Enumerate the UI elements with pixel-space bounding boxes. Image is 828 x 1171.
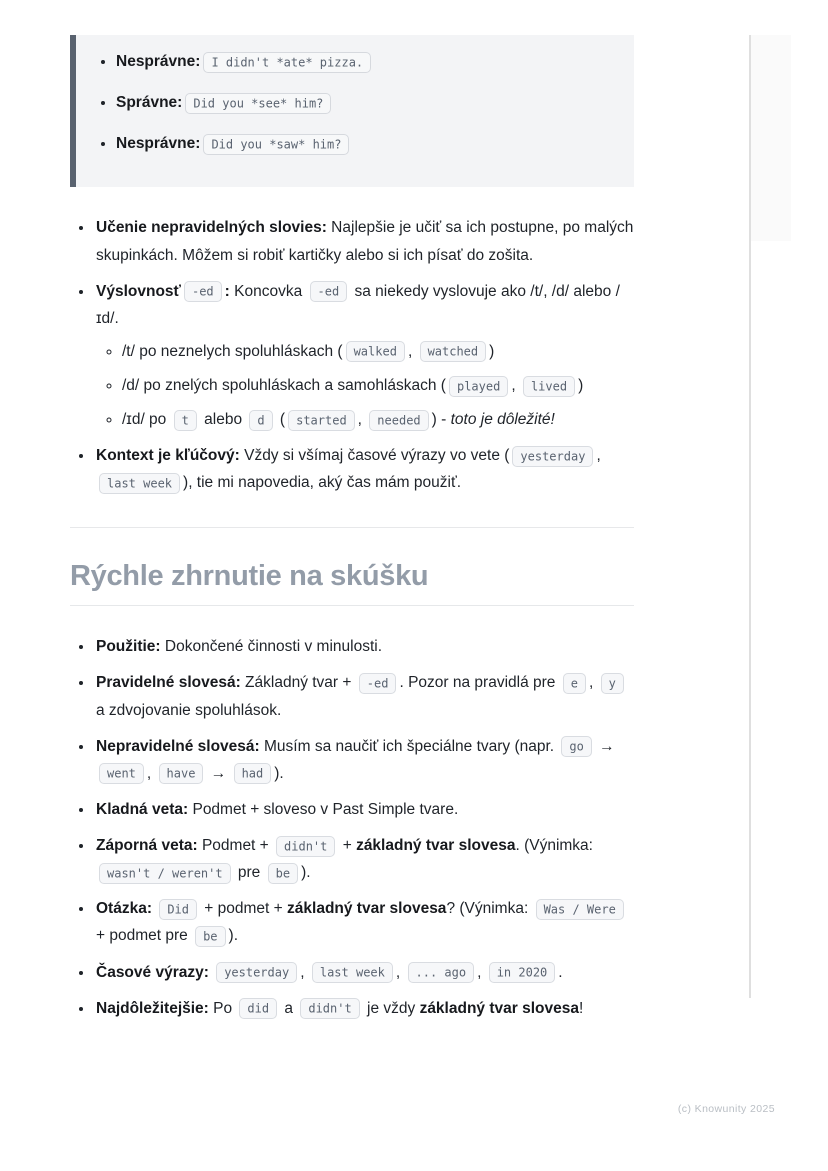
inline-code-chip: -ed — [184, 281, 222, 302]
text-run: → — [206, 764, 231, 782]
inline-code-chip: lived — [523, 376, 575, 397]
inline-code-chip: yesterday — [512, 446, 593, 467]
text-run: /t/ po neznelych spoluhláskach ( — [122, 342, 343, 360]
list-item — [94, 442, 634, 496]
bold-text: : — [224, 282, 230, 300]
text-run: , — [146, 764, 156, 782]
bold-text: základný tvar slovesa — [287, 900, 447, 918]
inline-code-chip: y — [601, 673, 624, 694]
text-run: Najlepšie je učiť sa ich postupne, po malých skupinkách. Môžem si robiť kartičky alebo si ich písať do zošita. — [96, 219, 634, 264]
text-run: , — [588, 674, 598, 692]
inline-code-chip: wasn't / weren't — [99, 863, 231, 884]
text-run: + — [338, 837, 357, 855]
text-run: Musím sa naučiť ich špeciálne tvary (napr. — [259, 737, 559, 755]
text-run: Dokončené činnosti v minulosti. — [160, 638, 383, 656]
text-run: ), tie mi napovedia, aký čas mám použiť. — [183, 474, 462, 492]
sublist-item — [122, 372, 634, 399]
next-page-preview — [751, 35, 791, 241]
inline-code-chip: didn't — [300, 998, 359, 1019]
inline-code-chip: started — [288, 410, 355, 431]
bold-text: Správne: — [116, 94, 183, 112]
list-item — [94, 733, 634, 787]
inline-code-chip: didn't — [276, 836, 335, 857]
text-run: je vždy — [362, 999, 420, 1017]
section-divider — [70, 527, 634, 528]
callout-list — [90, 48, 616, 157]
inline-code-chip: d — [249, 410, 272, 431]
text-run: Podmet + sloveso v Past Simple tvare. — [188, 800, 459, 818]
inline-code-chip: have — [159, 763, 204, 784]
bold-text: Kontext je kľúčový: — [96, 447, 240, 465]
text-run: , — [511, 377, 520, 394]
bold-text: základný tvar slovesa — [419, 999, 579, 1017]
text-run: , — [407, 342, 417, 360]
text-run — [152, 900, 156, 917]
bold-text: Najdôležitejšie: — [96, 999, 209, 1017]
list-item — [94, 995, 634, 1022]
inline-code-chip: yesterday — [216, 962, 297, 983]
list-item — [94, 796, 634, 823]
bold-text: Kladná veta: — [96, 800, 189, 818]
list-item — [94, 669, 634, 723]
text-run: , — [300, 963, 309, 981]
sublist — [96, 338, 634, 433]
list-item — [94, 278, 634, 434]
text-run: Základný tvar + — [240, 674, 356, 692]
list-item — [116, 130, 616, 157]
bold-text: základný tvar slovesa — [356, 837, 516, 855]
inline-code-chip: be — [268, 863, 298, 884]
summary-list — [70, 633, 634, 1022]
text-run: + podmet pre — [96, 927, 193, 945]
page-edge-divider — [749, 35, 751, 998]
text-run: ). — [228, 927, 238, 945]
text-run: , — [357, 411, 367, 429]
text-run: , — [477, 963, 486, 981]
text-run: pre — [233, 864, 265, 882]
inline-code-chip: last week — [312, 962, 393, 983]
notes-list — [70, 214, 634, 496]
text-run: . (Výnimka: — [515, 837, 593, 855]
list-item — [116, 48, 616, 75]
italic-text: toto je dôležité! — [450, 411, 555, 429]
text-run: → — [594, 737, 615, 755]
copyright-notice: (c) Knowunity 2025 — [677, 1103, 775, 1115]
text-run: ) - — [431, 411, 451, 429]
text-run: a — [280, 999, 298, 1017]
inline-code-chip: be — [195, 926, 225, 947]
list-item — [94, 633, 634, 660]
bold-text: Nepravidelné slovesá: — [96, 737, 260, 755]
bold-text: Použitie: — [96, 638, 161, 656]
text-run: /ɪd/ po — [122, 411, 171, 429]
text-run: . Pozor na pravidlá pre — [399, 674, 560, 692]
inline-code-chip: last week — [99, 473, 180, 494]
text-run: ( — [275, 411, 286, 429]
inline-code-chip: e — [563, 673, 586, 694]
list-item — [94, 959, 634, 986]
text-run — [209, 964, 213, 981]
inline-code-chip: -ed — [359, 673, 397, 694]
bold-text: Záporná veta: — [96, 837, 198, 855]
bold-text: Výslovnosť — [96, 282, 181, 300]
text-run: Vždy si všímaj časové výrazy vo vete ( — [239, 447, 510, 465]
inline-code-chip: Did — [159, 899, 197, 920]
inline-code-chip: watched — [420, 341, 487, 362]
text-run: Koncovka — [229, 282, 307, 300]
list-item — [94, 832, 634, 886]
document-content — [70, 0, 634, 1031]
text-run: ). — [301, 864, 311, 882]
text-run: ) — [489, 342, 495, 360]
bold-text: Učenie nepravidelných slovies: — [96, 219, 327, 237]
inline-code-chip: needed — [369, 410, 428, 431]
list-item — [94, 895, 634, 949]
text-run: , — [596, 447, 601, 465]
inline-code-chip: I didn't *ate* pizza. — [203, 52, 371, 73]
text-run: ). — [274, 764, 284, 782]
text-run: , — [395, 963, 405, 981]
bold-text: Otázka: — [96, 900, 152, 918]
sublist-item — [122, 338, 634, 365]
inline-code-chip: Did you *see* him? — [185, 93, 331, 114]
text-run: /d/ po znelých spoluhláskach a samohláskach ( — [122, 377, 446, 394]
section-heading: Rýchle zhrnutie na skúšku — [70, 559, 634, 607]
bold-text: Časové výrazy: — [96, 963, 209, 981]
inline-code-chip: walked — [346, 341, 405, 362]
inline-code-chip: Did you *saw* him? — [203, 134, 349, 155]
inline-code-chip: -ed — [310, 281, 348, 302]
text-run: ? (Výnimka: — [446, 900, 533, 918]
inline-code-chip: in 2020 — [489, 962, 556, 983]
text-run: Po — [208, 999, 237, 1017]
text-run: a zdvojovanie spoluhlások. — [96, 701, 282, 719]
inline-code-chip: had — [234, 763, 272, 784]
list-item — [116, 89, 616, 116]
inline-code-chip: ... ago — [408, 962, 475, 983]
inline-code-chip: Was / Were — [536, 899, 624, 920]
text-run: ! — [578, 999, 584, 1017]
text-run: alebo — [199, 411, 247, 429]
bold-text: Nesprávne: — [116, 53, 201, 70]
text-run: sa niekedy vyslovuje ako /t/, /d/ alebo /ɪd/. — [96, 282, 620, 327]
text-run: ) — [578, 377, 584, 394]
inline-code-chip: go — [561, 736, 591, 757]
inline-code-chip: went — [99, 763, 144, 784]
example-callout — [70, 35, 634, 187]
bold-text: Pravidelné slovesá: — [96, 674, 241, 692]
inline-code-chip: did — [239, 998, 277, 1019]
inline-code-chip: played — [449, 376, 508, 397]
text-run: Podmet + — [197, 837, 274, 855]
list-item — [94, 214, 634, 268]
bold-text: Nesprávne: — [116, 135, 201, 153]
text-run: + podmet + — [200, 900, 288, 918]
sublist-item — [122, 406, 634, 433]
inline-code-chip: t — [174, 410, 197, 431]
text-run: . — [558, 963, 563, 981]
